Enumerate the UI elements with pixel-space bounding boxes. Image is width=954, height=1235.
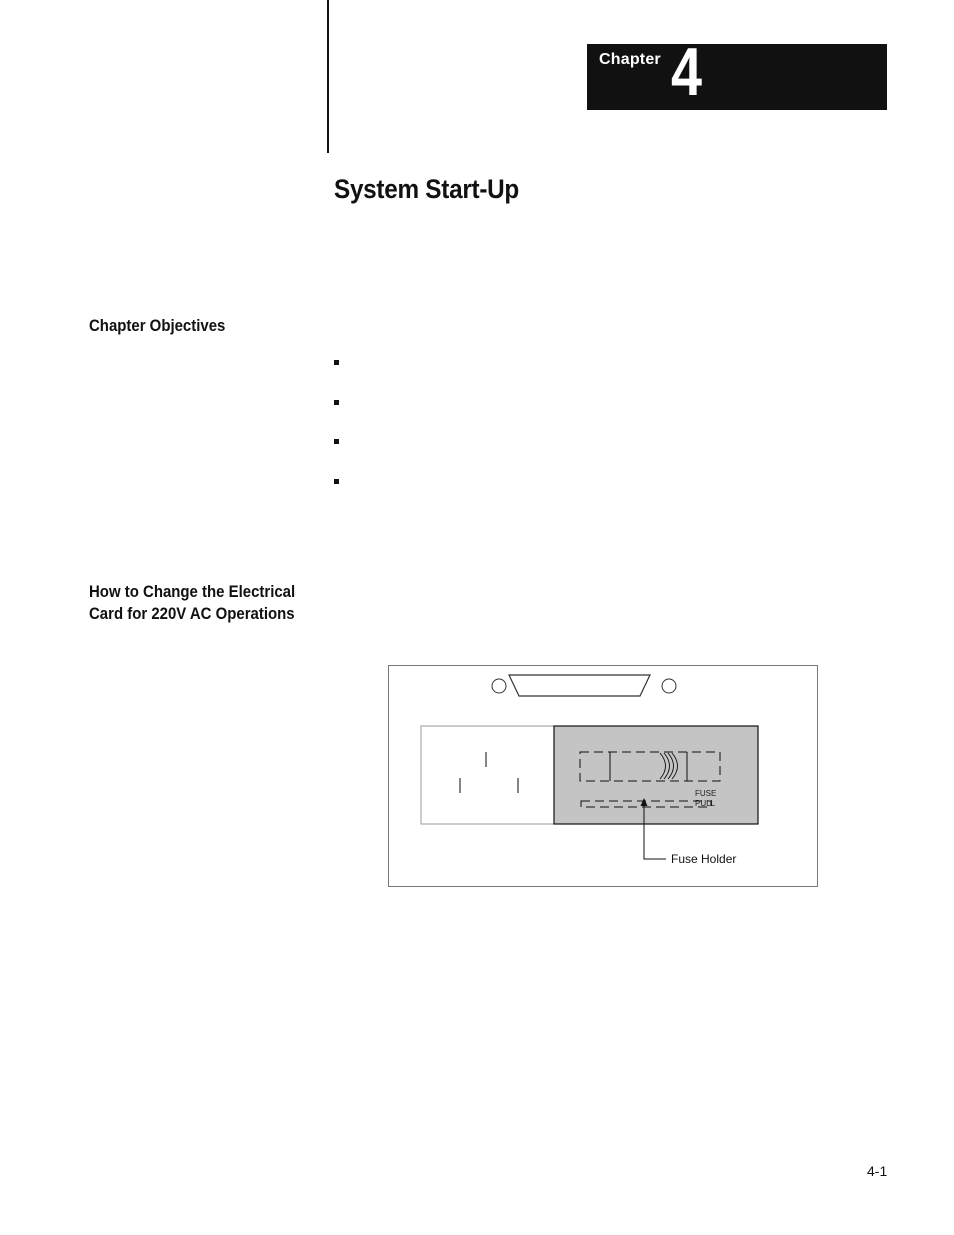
page-title: System Start-Up: [334, 174, 520, 204]
fuse-compartment: [554, 726, 758, 824]
section-heading-electrical: [89, 581, 295, 625]
bullet-marker: [334, 360, 339, 365]
bullet-marker: [334, 400, 339, 405]
section-heading-line: How to Change the Electrical: [89, 582, 296, 601]
bullet-marker: [334, 479, 339, 484]
page-number: 4-1: [867, 1163, 888, 1179]
fuse-label-line-2: PULL: [695, 799, 716, 808]
chapter-tab: [587, 34, 887, 110]
power-module-diagram: [388, 665, 818, 887]
margin-rule: [327, 0, 329, 153]
fuse-holder-callout: Fuse Holder: [671, 852, 737, 866]
chapter-label: Chapter: [599, 51, 661, 68]
chapter-number: 4: [671, 34, 703, 110]
fuse-label-line-1: FUSE: [695, 789, 717, 798]
power-module-figure: [388, 665, 818, 887]
section-heading-objectives: Chapter Objectives: [89, 316, 226, 335]
bullet-marker: [334, 439, 339, 444]
ac-inlet-block: [421, 726, 555, 824]
section-heading-line: Card for 220V AC Operations: [89, 604, 295, 623]
